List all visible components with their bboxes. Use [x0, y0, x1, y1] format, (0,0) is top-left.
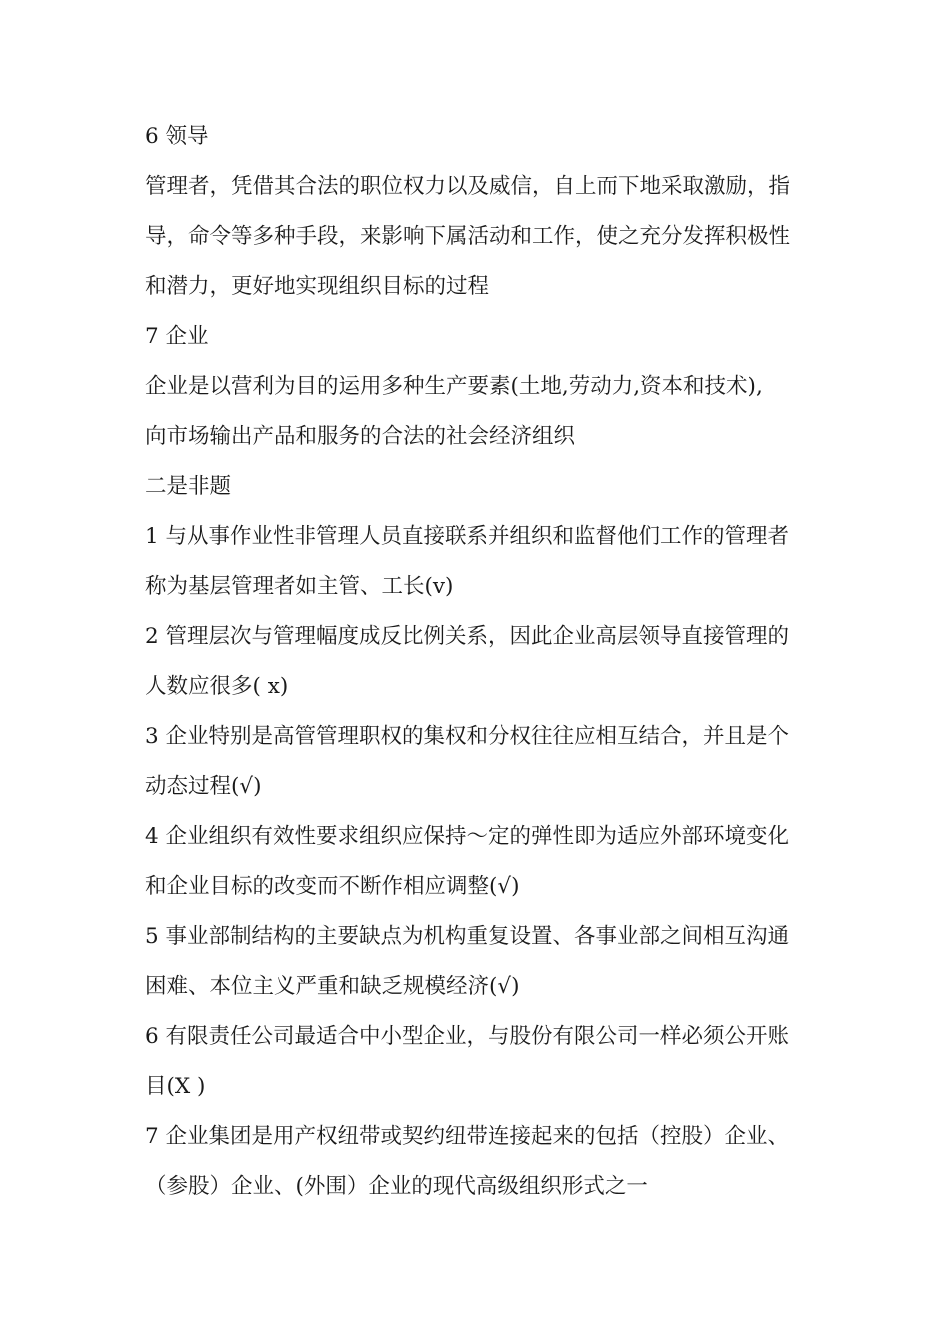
question-line: 5 事业部制结构的主要缺点为机构重复设置、各事业部之间相互沟通: [145, 924, 790, 949]
paragraph-line: 导，命令等多种手段，来影响下属活动和工作，使之充分发挥积极性: [145, 224, 791, 249]
question-line: 2 管理层次与管理幅度成反比例关系，因此企业高层领导直接管理的: [145, 624, 790, 649]
question-line: 7 企业集团是用产权纽带或契约纽带连接起来的包括（控股）企业、: [145, 1124, 790, 1149]
term-heading-enterprise: 7 企业: [145, 324, 209, 349]
question-line: （参股）企业、(外围）企业的现代高级组织形式之一: [145, 1174, 648, 1199]
paragraph-line: 向市场输出产品和服务的合法的社会经济组织: [145, 424, 576, 449]
question-line: 人数应很多( x): [145, 674, 289, 699]
section-heading-true-false: 二是非题: [145, 474, 232, 499]
question-line: 动态过程(√): [145, 774, 262, 799]
paragraph-line: 管理者，凭借其合法的职位权力以及威信，自上而下地采取激励，指: [145, 174, 791, 199]
question-line: 和企业目标的改变而不断作相应调整(√): [145, 874, 520, 899]
question-line: 4 企业组织有效性要求组织应保持～定的弹性即为适应外部环境变化: [145, 824, 790, 849]
paragraph-line: 和潜力，更好地实现组织目标的过程: [145, 274, 490, 299]
question-line: 目(X ): [145, 1074, 206, 1099]
document-body: [145, 112, 815, 1212]
paragraph-line: 企业是以营利为目的运用多种生产要素(土地,劳动力,资本和技术),: [145, 374, 763, 399]
question-line: 称为基层管理者如主管、工长(v): [145, 574, 454, 599]
question-line: 1 与从事作业性非管理人员直接联系并组织和监督他们工作的管理者: [145, 524, 790, 549]
question-line: 6 有限责任公司最适合中小型企业，与股份有限公司一样必须公开账: [145, 1024, 790, 1049]
term-heading-leadership: 6 领导: [145, 124, 209, 149]
question-line: 困难、本位主义严重和缺乏规模经济(√): [145, 974, 520, 999]
question-line: 3 企业特别是高管管理职权的集权和分权往往应相互结合，并且是个: [145, 724, 790, 749]
